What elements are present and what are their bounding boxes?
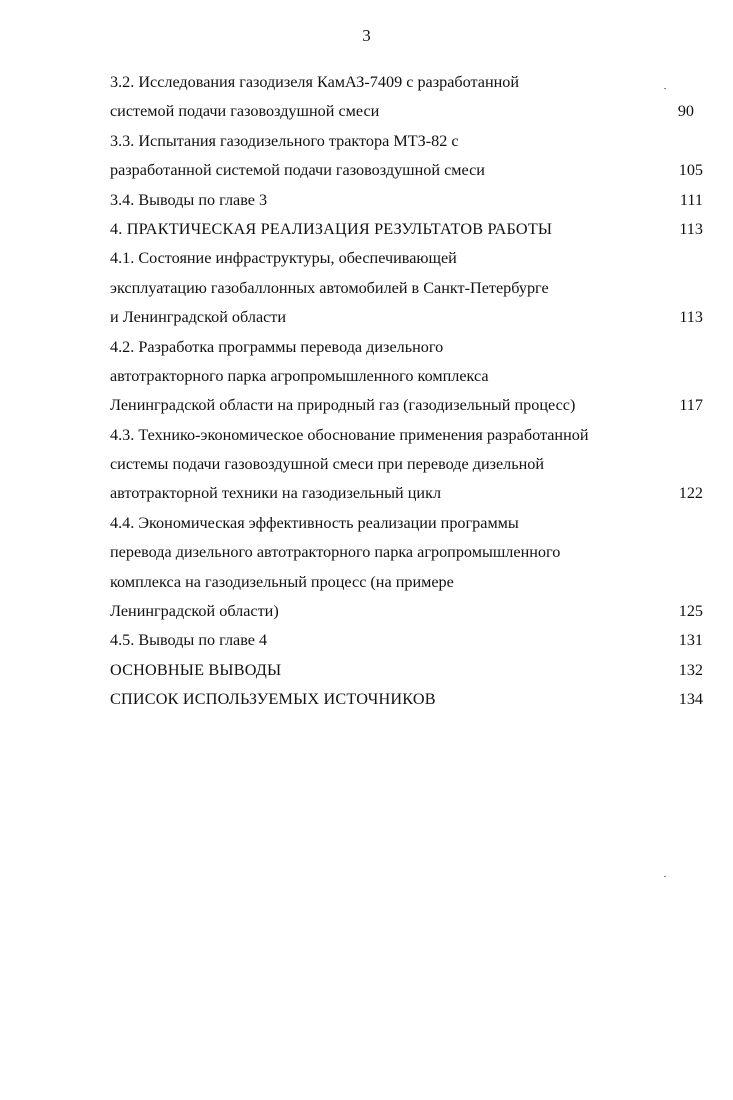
- toc-entry-text: 4. ПРАКТИЧЕСКАЯ РЕАЛИЗАЦИЯ РЕЗУЛЬТАТОВ РАБОТЫ: [110, 219, 553, 238]
- toc-entry-text: 4.3. Технико-экономическое обоснование применения разработанной: [110, 425, 589, 444]
- toc-entry-text: 3.3. Испытания газодизельного трактора МТЗ-82 с: [110, 131, 459, 150]
- toc-line: [0, 685, 733, 714]
- toc-line: [0, 244, 733, 273]
- toc-entry-text: ОСНОВНЫЕ ВЫВОДЫ: [110, 660, 282, 679]
- toc-line: [0, 626, 733, 655]
- toc-page-number: 90: [677, 102, 694, 121]
- toc-line: [0, 421, 733, 450]
- toc-line: [0, 450, 733, 479]
- toc-entry-text: эксплуатацию газобаллонных автомобилей в Санкт-Петербурге: [110, 278, 549, 297]
- toc-page-number: 132: [678, 660, 703, 679]
- toc-line: [0, 68, 733, 97]
- scan-speck: [664, 88, 666, 89]
- toc-line: [0, 362, 733, 391]
- toc-line: [0, 274, 733, 303]
- toc-line: [0, 303, 733, 332]
- toc-line: [0, 568, 733, 597]
- toc-page-number: 113: [679, 308, 703, 327]
- scan-speck: [664, 876, 666, 877]
- toc-page-number: 134: [678, 690, 703, 709]
- toc-entry-text: 3.2. Исследования газодизеля КамАЗ-7409 с разработанной: [110, 73, 520, 91]
- toc-line: [0, 509, 733, 538]
- toc-entry-text: СПИСОК ИСПОЛЬЗУЕМЫХ ИСТОЧНИКОВ: [110, 690, 436, 709]
- toc-line: [0, 186, 733, 215]
- toc-entry-text: и Ленинградской области: [110, 308, 287, 327]
- toc-line: [0, 656, 733, 685]
- toc-entry-text: 4.2. Разработка программы перевода дизельного: [110, 337, 444, 356]
- toc-line: [0, 391, 733, 420]
- toc-entry-text: автотракторного парка агропромышленного комплекса: [110, 366, 489, 385]
- toc-entry-text: системой подачи газовоздушной смеси: [110, 102, 380, 121]
- toc-page-number: 111: [679, 190, 703, 209]
- toc-entry-text: 4.5. Выводы по главе 4: [110, 631, 268, 650]
- toc-page-number: 122: [678, 484, 703, 503]
- toc-entry-text: перевода дизельного автотракторного парка агропромышленного: [110, 543, 561, 562]
- toc-entry-text: комплекса на газодизельный процесс (на примере: [110, 572, 454, 591]
- toc-line: [0, 156, 733, 185]
- toc-page-number: 125: [678, 602, 703, 621]
- toc-entry-text: 4.1. Состояние инфраструктуры, обеспечивающей: [110, 249, 457, 268]
- toc-entry-text: автотракторной техники на газодизельный цикл: [110, 484, 442, 503]
- toc-page-number: 117: [679, 396, 703, 415]
- toc-entry-text: Ленинградской области): [110, 602, 279, 621]
- toc-line: [0, 333, 733, 362]
- toc-line: [0, 215, 733, 244]
- toc-entry-text: Ленинградской области на природный газ (газодизельный процесс): [110, 396, 576, 415]
- toc-page-number: 105: [678, 161, 703, 180]
- toc-line: [0, 538, 733, 567]
- table-of-contents: [0, 68, 733, 715]
- toc-page-number: 113: [679, 219, 703, 238]
- toc-line: [0, 597, 733, 626]
- toc-line: [0, 97, 733, 126]
- toc-entry-text: 4.4. Экономическая эффективность реализации программы: [110, 513, 519, 532]
- toc-page-number: 131: [678, 631, 703, 650]
- page-number: 3: [362, 26, 371, 45]
- toc-entry-text: 3.4. Выводы по главе 3: [110, 190, 268, 209]
- toc-line: [0, 127, 733, 156]
- toc-entry-text: разработанной системой подачи газовоздушной смеси: [110, 161, 485, 180]
- toc-line: [0, 479, 733, 508]
- toc-entry-text: системы подачи газовоздушной смеси при переводе дизельной: [110, 455, 545, 474]
